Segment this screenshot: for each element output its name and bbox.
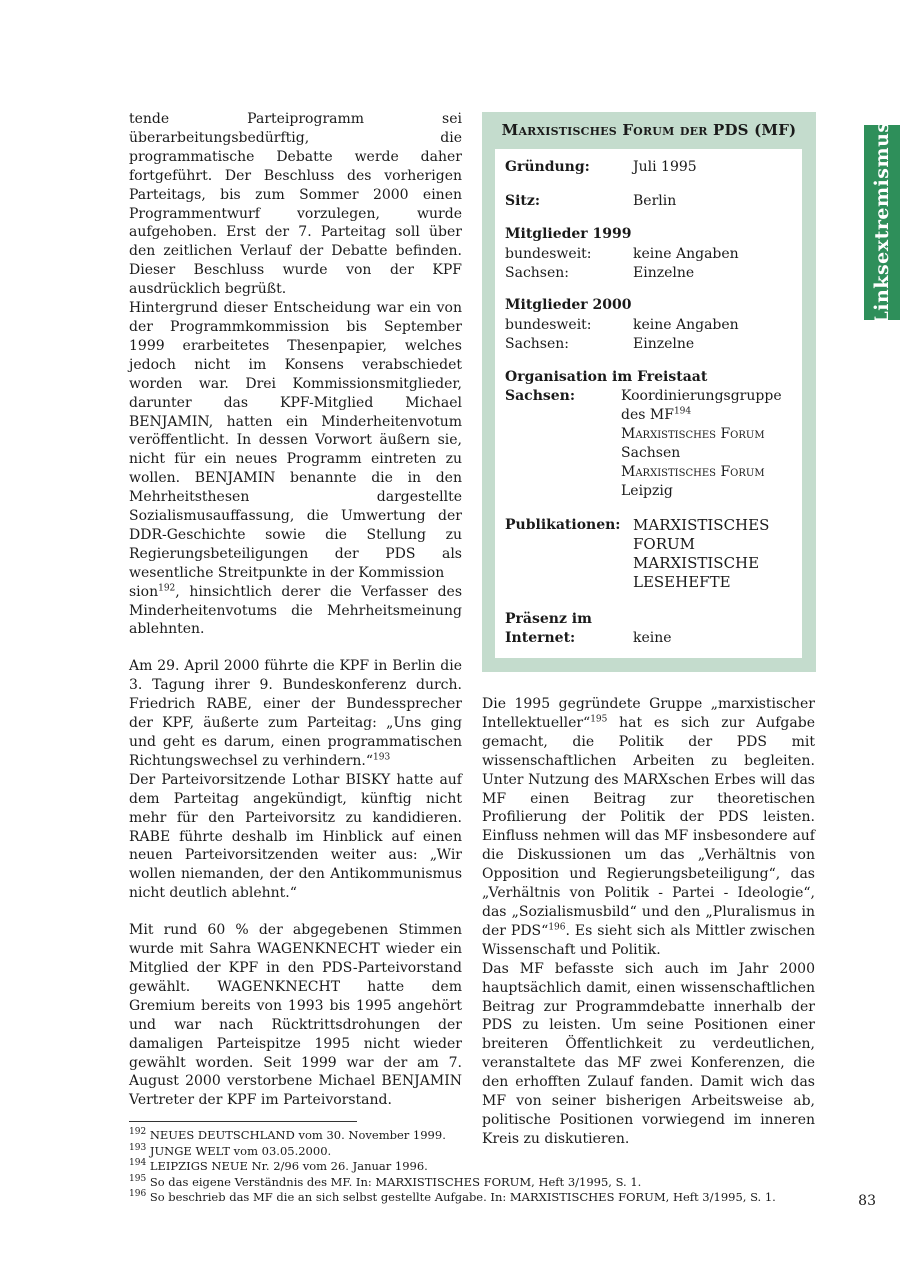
infobox-heading-mitglieder-2000: Mitglieder 2000 (505, 297, 632, 313)
value-text: des MF (621, 407, 674, 423)
value: Leipzig (621, 483, 673, 499)
value: MARXISTISCHE (633, 554, 760, 572)
label: Sachsen: (505, 265, 569, 281)
page-number: 83 (858, 1193, 876, 1209)
value: keine Angaben (633, 246, 739, 262)
paragraph-text: Am 29. April 2000 führte die KPF in Berlin die 3. Tagung ihrer 9. Bundeskonferenz durch. Friedrich RABE, einer der Bundessprecher der KPF, äußerte zum Parteitag: „Uns ging und geht es darum, einen programmatischen Richtungswechsel zu verhindern.“ (129, 658, 462, 769)
value: keine Angaben (633, 317, 739, 333)
paragraph (129, 657, 462, 770)
footnote-number: 193 (129, 1142, 147, 1153)
left-text-column (129, 110, 462, 1110)
value: LESEHEFTE (633, 573, 731, 591)
paragraph: Das MF befasste sich auch im Jahr 2000 hauptsächlich damit, einen wissenschaftlichen Beitrag zur Programmdebatte innerhalb der PDS zu leisten. Um seine Positionen einer breiteren Öffentlichkeit zu verdeutlichen, veranstaltete das MF zwei Konferenzen, die den erhofften Zulauf fanden. Damit wich das MF von seiner bisherigen Arbeitsweise ab, politische Positionen vorwiegend im inneren Kreis zu diskutieren. (482, 960, 815, 1147)
footnote-196 (129, 1190, 829, 1206)
value-list (621, 387, 791, 501)
footnote-number: 195 (129, 1173, 147, 1184)
footnote-ref-192[interactable]: 192 (158, 583, 176, 593)
infobox-heading-mitglieder-1999: Mitglieder 1999 (505, 226, 632, 242)
label (505, 610, 630, 648)
label: Publikationen: (505, 517, 621, 533)
label: Sitz: (505, 193, 541, 209)
infobox (482, 112, 816, 672)
right-text-column (482, 695, 815, 1149)
section-tab-label: Linksextremismus (871, 120, 893, 325)
paragraph: Der Parteivorsitzende Lothar BISKY hatte auf dem Parteitag angekündigt, künftig nicht mehr für den Parteivorsitz zu kandidieren. RABE führte deshalb im Hinblick auf einen neuen Parteivorsitzenden weiter aus: „Wir wollen niemanden, der den Antikommunismus nicht deutlich ablehnt.“ (129, 771, 462, 902)
footnote-ref-195[interactable]: 195 (590, 714, 608, 725)
paragraph-continuation: , hinsichtlich derer die Verfasser des Minderheitenvotums die Mehrheitsmeinung ablehnten. (129, 583, 462, 638)
infobox-title: Marxistisches Forum der PDS (MF) (501, 121, 797, 139)
paragraph-text: . Es sieht sich als Mittler zwischen Wissenschaft und Politik. (482, 922, 815, 958)
value: Marxistisches Forum (621, 426, 765, 442)
footnote-text: So das eigene Verständnis des MF. In: MARXISTISCHES FORUM, Heft 3/1995, S. 1. (146, 1174, 642, 1189)
section-tab (864, 120, 900, 325)
value: Marxistisches Forum (621, 464, 765, 480)
value: keine (633, 630, 672, 646)
value: Koordinierungsgruppe (621, 388, 782, 404)
paragraph-continuation: sion (129, 583, 159, 600)
label-line: Präsenz im (505, 611, 592, 627)
paragraph-text: hat es sich zur Aufgabe gemacht, die Politik der PDS mit wissenschaftlichen Arbeiten zu begleiten. Unter Nutzung des MARXschen Erbes will das MF einen Beitrag zur theoretischen Profilierung der Politik der PDS leisten. Einfluss nehmen will das MF insbesondere auf die Diskussionen um das „Verhältnis von Opposition und Regierungsbeteiligung“, das „Verhältnis von Politik - Partei - Ideologie“, das „Sozialismusbild“ und den „Pluralismus in der PDS“ (482, 714, 815, 939)
value-list (633, 516, 803, 592)
value: Einzelne (633, 336, 695, 352)
value: FORUM (633, 535, 695, 553)
value: MARXISTISCHES (633, 516, 770, 534)
footnote-194 (129, 1159, 829, 1175)
paragraph: tende Parteiprogramm sei überarbeitungsbedürftig, die programmatische Debatte werde daher fortgeführt. Der Beschluss des vorherigen Parteitags, bis zum Sommer 2000 einen Programmentwurf vorzulegen, wurde aufgehoben. Erst der 7. Parteitag soll über den zeitlichen Verlauf der Debatte befinden. Dieser Beschluss wurde von der KPF ausdrücklich begrüßt. (129, 111, 462, 298)
infobox-body (495, 149, 802, 658)
footnote-number: 194 (129, 1158, 147, 1169)
value: Berlin (633, 193, 677, 209)
footnote-text: So beschrieb das MF die an sich selbst gestellte Aufgabe. In: MARXISTISCHES FORUM, Heft 3/1995, S. 1. (146, 1190, 776, 1204)
footnote-ref-194[interactable]: 194 (673, 406, 692, 417)
footnote-193 (129, 1144, 829, 1160)
footnote-text: NEUES DEUTSCHLAND vom 30. November 1999. (146, 1128, 446, 1142)
value (621, 406, 791, 425)
label: Sachsen: (505, 336, 569, 352)
infobox-heading-organisation: Organisation im Freistaat (505, 369, 708, 385)
footnote-text: LEIPZIGS NEUE Nr. 2/96 vom 26. Januar 1996. (146, 1159, 428, 1173)
footnote-number: 196 (129, 1189, 147, 1200)
paragraph: Hintergrund dieser Entscheidung war ein von der Programmkommission bis September 1999 erarbeitetes Thesenpapier, welches jedoch nicht im Konsens verabschiedet worden war. Drei Kommissionsmitglieder, darunter das KPF-Mitglied Michael BENJAMIN, hatten ein Minderheitenvotum veröffentlicht. In dessen Vorwort äußern sie, nicht für ein neues Programm eintreten zu wollen. BENJAMIN benannte die in den Mehrheitsthesen dargestellte Sozialismusauffassung, die Umwertung der DDR-Geschichte sowie die Stellung zu Regierungsbeteiligungen der PDS als wesentliche Streitpunkte in der Kommission (129, 300, 462, 581)
label: Sachsen: (505, 388, 576, 404)
value: Sachsen (621, 445, 681, 461)
paragraph: Mit rund 60 % der abgegebenen Stimmen wurde mit Sahra WAGENKNECHT wieder ein Mitglied der KPF in den PDS-Parteivorstand gewählt. WAGENKNECHT hatte dem Gremium bereits von 1993 bis 1995 angehört und war nach Rücktrittsdrohungen der damaligen Parteispitze 1995 nicht wieder gewählt worden. Seit 1999 war der am 7. August 2000 verstorbene Michael BENJAMIN Vertreter der KPF im Parteivorstand. (129, 922, 462, 1109)
footnote-divider (129, 1121, 357, 1122)
footnote-ref-193[interactable]: 193 (373, 752, 391, 763)
footnotes (129, 1128, 829, 1206)
footnote-number: 192 (129, 1127, 147, 1138)
label: bundesweit: (505, 317, 592, 333)
value: Juli 1995 (633, 159, 697, 175)
paragraph (129, 583, 462, 640)
footnote-195 (129, 1175, 829, 1191)
label: bundesweit: (505, 246, 592, 262)
value: Einzelne (633, 265, 695, 281)
paragraph (482, 695, 815, 960)
footnote-text: JUNGE WELT vom 03.05.2000. (146, 1143, 332, 1158)
footnote-ref-196[interactable]: 196 (548, 922, 566, 933)
footnote-192 (129, 1128, 829, 1144)
label: Gründung: (505, 159, 590, 175)
paragraph-text: Die 1995 gegründete Gruppe „marxistischer Intellektueller“ (482, 696, 815, 731)
label-line: Internet: (505, 630, 576, 646)
